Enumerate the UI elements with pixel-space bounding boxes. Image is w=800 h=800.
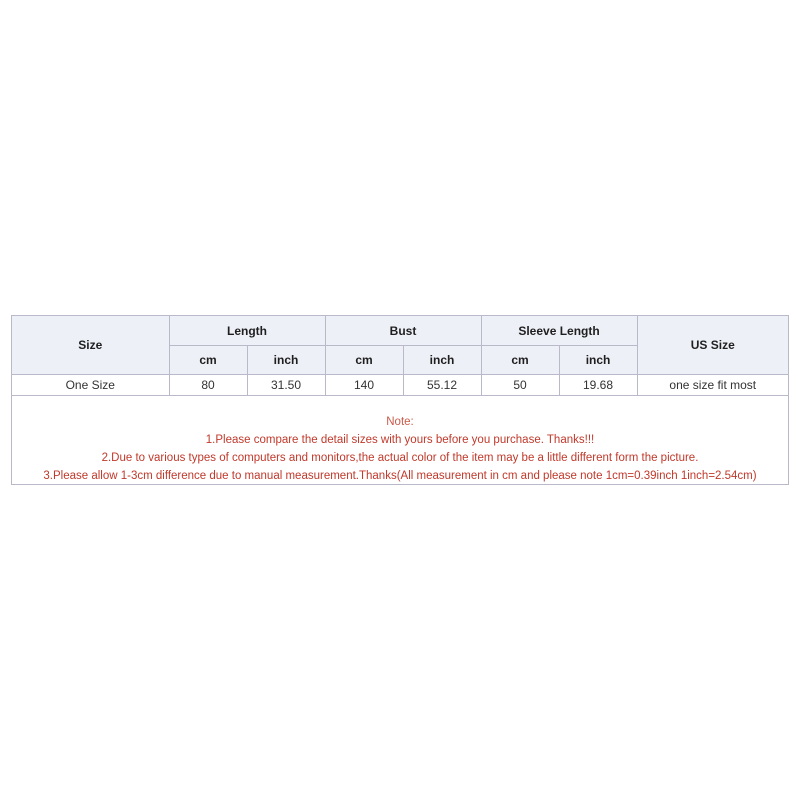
cell-bust-inch: 55.12: [403, 375, 481, 396]
cell-length-cm: 80: [169, 375, 247, 396]
cell-sleeve-cm: 50: [481, 375, 559, 396]
cell-size: One Size: [12, 375, 169, 396]
note-line-1: 1.Please compare the detail sizes with yours before you purchase. Thanks!!!: [205, 434, 595, 446]
note-line-2: 2.Due to various types of computers and monitors,the actual color of the item may be a little different form the picture.: [101, 452, 699, 464]
table-row: [12, 375, 788, 396]
cell-us-size: one size fit most: [637, 375, 788, 396]
cell-bust-cm: 140: [325, 375, 403, 396]
header-bust: Bust: [325, 316, 481, 346]
unit-sleeve-cm: cm: [481, 346, 559, 375]
header-sleeve-length: Sleeve Length: [481, 316, 637, 346]
cell-sleeve-inch: 19.68: [559, 375, 637, 396]
size-table: [12, 316, 788, 396]
unit-bust-inch: inch: [403, 346, 481, 375]
cell-length-inch: 31.50: [247, 375, 325, 396]
header-length: Length: [169, 316, 325, 346]
note-line-3: 3.Please allow 1-3cm difference due to manual measurement.Thanks(All measurement in cm and please note 1cm=0.39inch 1inch=2.54cm): [43, 470, 757, 482]
note-title: Note:: [386, 416, 414, 428]
size-chart: [11, 315, 789, 485]
unit-length-cm: cm: [169, 346, 247, 375]
unit-sleeve-inch: inch: [559, 346, 637, 375]
notes-section: [12, 413, 788, 485]
header-size: Size: [12, 316, 169, 375]
unit-bust-cm: cm: [325, 346, 403, 375]
header-row: [12, 316, 788, 346]
unit-length-inch: inch: [247, 346, 325, 375]
header-us-size: US Size: [637, 316, 788, 375]
